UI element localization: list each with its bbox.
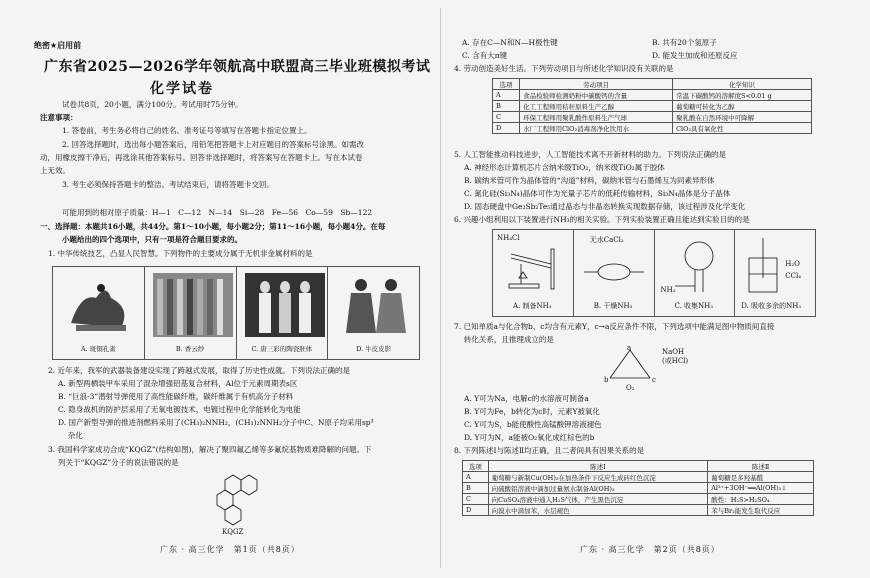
table-row [463, 472, 814, 483]
section1-heading-cont: 小题给出的四个选项中，只有一项是符合题目要求的。 [62, 235, 242, 244]
q8-header-statement-2: 陈述Ⅱ [708, 461, 814, 472]
option-c-image [237, 267, 329, 359]
q3-option-a: A. 存在C—N和N—H极性键 [462, 38, 558, 47]
q8-header-option: 选项 [463, 461, 489, 472]
apparatus-b-caption: B. 干燥NH₃ [593, 302, 633, 310]
section1-heading: 一、选择题：本题共16小题，共44分。第1～10小题，每小题2分；第11～16小题，每小题4分。在每 [40, 222, 386, 231]
table-row [493, 123, 812, 134]
pottery-figures-icon [245, 273, 325, 337]
option-d-image [328, 267, 419, 359]
molecule-label: KQGZ [222, 528, 244, 536]
question-4: 4. 劳动创造美好生活。下列劳动项目与所述化学知识没有关联的是 [454, 64, 674, 73]
table-cell: A [493, 90, 520, 101]
table-cell: C [463, 494, 489, 505]
table-cell: 常温下碳酸钙的溶解度S<0.01 g [673, 90, 812, 101]
table-cell: B [463, 483, 489, 494]
q7-label-c: c [652, 376, 656, 384]
table-cell: ClO₂具有氧化性 [673, 123, 812, 134]
question-1: 1. 中华传统技艺，凸显人民智慧。下列物件的主要成分属于无机非金属材料的是 [48, 249, 313, 258]
exam-info: 试卷共8页，20小题，满分100分。考试用时75分钟。 [62, 100, 243, 109]
table-row [493, 112, 812, 123]
q7-label-hcl: (或HCl) [662, 357, 689, 365]
note-2-cont: 动，用橡皮擦干净后，再选涂其他答案标号。回答非选择题时，将答案写在答题卡上。写在本试卷 [40, 153, 363, 162]
q4-header-option: 选项 [493, 79, 520, 90]
q5-option-d: D. 固态硬盘中Ge₂Sb₂Te₅通过晶态与非晶态转换实现数据存储，该过程涉及化学变化 [464, 202, 746, 211]
nh4cl-label: NH₄Cl [497, 234, 520, 242]
apparatus-a-caption: A. 制备NH₃ [513, 302, 552, 310]
note-2-cont2: 上无效。 [40, 166, 70, 175]
table-cell: 葡萄糖是多羟基醛 [708, 472, 814, 483]
silk-fabric-icon [153, 273, 233, 337]
q5-option-c: C. 氮化硅(Si₃N₄)晶体可作为光量子芯片的低耗传输材料，Si₃N₄晶体是分子晶体 [464, 189, 731, 198]
q7-option-c: C. Y可为S，b能使酸性高锰酸钾溶液褪色 [464, 420, 602, 429]
kqgz-molecule-icon [205, 470, 265, 530]
note-3: 3. 考生必须保持答题卡的整洁。考试结束后，请将答题卡交回。 [62, 180, 275, 189]
table-cell: D [493, 123, 520, 134]
ccl4-label: CCl₄ [785, 272, 802, 280]
question-8: 8. 下列陈述Ⅰ与陈述Ⅱ均正确，且二者间具有因果关系的是 [454, 446, 645, 455]
option-b-caption: B. 香云纱 [175, 345, 205, 353]
question-2-option-d: D. 国产新型导弹的推进剂燃料采用了(CH₃)₂NNH₂，(CH₃)₂NNH₂分子中C、N原子均采用sp³ [58, 418, 374, 427]
note-1: 1. 答卷前，考生务必将自己的姓名、准考证号等填写在答题卡指定位置上。 [62, 126, 312, 135]
table-cell: 食品检验师检测奶粉中碳酸钙的含量 [520, 90, 673, 101]
q8-table [462, 460, 814, 516]
secret-label: 绝密★启用前 [34, 41, 82, 50]
table-cell: 向CuSO₄溶液中通入H₂S气体，产生黑色沉淀 [488, 494, 708, 505]
question-6: 6. 兴趣小组利用以下装置进行NH₃的相关实验。下列实验装置正确且能达到实验目的的是 [454, 215, 750, 224]
question-2-option-a: A. 新型两栖装甲车采用了混杂增强铝基复合材料，Al位于元素周期表s区 [58, 379, 298, 388]
apparatus-b [574, 230, 655, 316]
drying-tube-icon [580, 248, 648, 296]
option-d-caption: D. 牛皮皮影 [356, 345, 392, 353]
question-1-images [52, 266, 420, 360]
q7-option-a: A. Y可为Na，电解c的水溶液可制备a [464, 394, 589, 403]
option-a-image [53, 267, 145, 359]
table-cell: A [463, 472, 489, 483]
beaker-icon [743, 238, 783, 294]
heating-tube-icon [501, 244, 565, 294]
q5-option-b: B. 碳纳米管可作为晶体管的“沟道”材料，碳纳米管与石墨烯互为同素异形体 [464, 176, 715, 185]
h2o-label: H₂O [785, 260, 800, 268]
table-row [493, 101, 812, 112]
atomic-masses: 可能用到的相对原子质量：H—1 C—12 N—14 Si—28 Fe—56 Co—59 Sb—122 [62, 208, 373, 217]
apparatus-d-caption: D. 吸收多余的NH₃ [741, 302, 802, 310]
footer-page-1: 广东 · 高三化学 第1页（共8页） [160, 545, 300, 554]
exam-title: 广东省2025—2026学年领航高中联盟高三毕业班模拟考试 [44, 59, 431, 75]
q7-label-o2: O₂ [626, 384, 635, 392]
question-2-option-b: B. “巨浪-3”潜射导弹使用了高性能碳纤维，碳纤维属于有机高分子材料 [58, 392, 294, 401]
table-cell: 苯与Br₂能发生取代反应 [708, 505, 814, 516]
option-b-image [145, 267, 237, 359]
question-7: 7. 已知单质a与化合物b、c均含有元素Y，c→a反应条件不限，下列选项中能满足图中物质间直接 [454, 322, 775, 331]
table-cell: B [493, 101, 520, 112]
table-cell: C [493, 112, 520, 123]
table-row [463, 483, 814, 494]
question-3: 3. 我国科学家成功合成“KQGZ”(结构如图)，解决了聚四氟乙烯等多氟烷基物质难降解的问题。下 [48, 445, 372, 454]
footer-page-2: 广东 · 高三化学 第2页（共8页） [580, 545, 720, 554]
cacl2-label: 无水CaCl₂ [589, 236, 624, 244]
table-cell: 酸性：H₂S>H₂SO₄ [708, 494, 814, 505]
q4-header-labor: 劳动项目 [520, 79, 673, 90]
peacock-icon [61, 273, 141, 337]
table-row [493, 90, 812, 101]
apparatus-c [655, 230, 736, 316]
q7-option-d: D. Y可为N，a能被O₂氧化成红棕色的b [464, 433, 595, 442]
q6-apparatus-box [492, 229, 816, 317]
question-3-cont: 列关于“KQGZ”分子的说法错误的是 [58, 458, 179, 467]
q3-option-d: D. 能发生加成和还原反应 [652, 51, 738, 60]
subject-title: 化学试卷 [150, 81, 214, 97]
apparatus-d [735, 230, 815, 316]
q7-label-b: b [604, 376, 609, 384]
note-2: 2. 回答选择题时，选出每小题答案后，用铅笔把答题卡上对应题目的答案标号涂黑。如需改 [62, 140, 365, 149]
table-row [463, 494, 814, 505]
table-cell: 化工工程师用秸秆原料生产乙醇 [520, 101, 673, 112]
question-7-cont: 转化关系，且推理成立的是 [454, 335, 554, 344]
question-2-option-c: C. 隐身战机的防护层采用了无氧电镀技术，电镀过程中化学能转化为电能 [58, 405, 301, 414]
question-2-option-d-cont: 杂化 [58, 431, 83, 440]
table-row [463, 505, 814, 516]
q8-header-statement-1: 陈述Ⅰ [488, 461, 708, 472]
nh3-label: NH₃ [660, 286, 676, 294]
table-cell: 环保工程师用聚乳酸作原料生产气球 [520, 112, 673, 123]
table-cell: 向硫酸铝溶液中滴加过量氨水制备Al(OH)₃ [488, 483, 708, 494]
q4-header-knowledge: 化学知识 [673, 79, 812, 90]
table-cell: 向溴水中滴加苯，水层褪色 [488, 505, 708, 516]
apparatus-c-caption: C. 收集NH₃ [674, 302, 714, 310]
column-divider [440, 8, 441, 568]
table-cell: Al³⁺+3OH⁻══Al(OH)₃↓ [708, 483, 814, 494]
table-cell: 葡萄糖可转化为乙醇 [673, 101, 812, 112]
apparatus-a [493, 230, 574, 316]
table-cell: 聚乳酸在自然环境中可降解 [673, 112, 812, 123]
question-5: 5. 人工智能推动科技进步，人工智能技术离不开新材料的助力。下列说法正确的是 [454, 150, 727, 159]
shadow-puppet-icon [336, 273, 416, 337]
option-c-caption: C. 唐三彩的陶瓷胚体 [251, 345, 313, 353]
q7-label-naoh: NaOH [662, 348, 685, 356]
q3-option-b: B. 共有20个氢原子 [652, 38, 717, 47]
q4-table [492, 78, 812, 134]
table-cell: 水厂工程师用ClO₂消毒剂净化饮用水 [520, 123, 673, 134]
q5-option-a: A. 神经形态计算机芯片含纳米级TiO₂，纳米级TiO₂属于胶体 [464, 163, 665, 172]
question-2: 2. 近年来，我军的武器装备建设实现了跨越式发展，取得了历史性成就。下列说法正确的是 [48, 366, 351, 375]
table-cell: 葡萄糖与新制Cu(OH)₂在加热条件下反应生成砖红色沉淀 [488, 472, 708, 483]
q7-label-a: a [627, 344, 632, 352]
q7-option-b: B. Y可为Fe，b转化为c时，元素Y被氧化 [464, 407, 600, 416]
q3-option-c: C. 含有大π键 [462, 51, 508, 60]
option-a-caption: A. 斑铜孔雀 [80, 345, 116, 353]
table-cell: D [463, 505, 489, 516]
notes-heading: 注意事项： [40, 113, 78, 122]
